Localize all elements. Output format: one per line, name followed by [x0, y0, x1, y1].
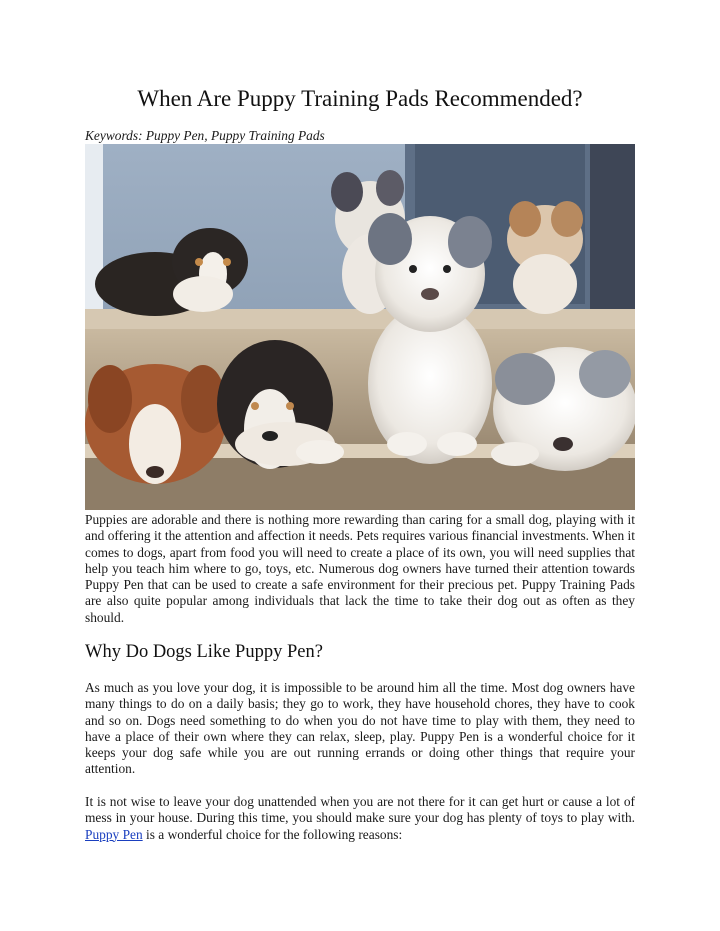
unattended-text-before-link: It is not wise to leave your dog unattended when you are not there for it can get hurt or cause a lot of mess in your house. During this time, you should make sure your dog has plenty of toys to play with. [85, 794, 642, 826]
why-paragraph: As much as you love your dog, it is impossible to be around him all the time. Most dog owners have many things to do on a daily basis; they go to work, they have household chores, they have to cook and so on. Dogs need something to do when you do not have time to play with them, they need to have a place of their own where they can relax, sleep, play. Puppy Pen is a wonderful choice for it keeps your dog safe while you are out running errands or doing other things that require your attention. [85, 680, 635, 777]
keywords-line: Keywords: Puppy Pen, Puppy Training Pads [85, 128, 325, 143]
section-heading-why-dogs-like-puppy-pen: Why Do Dogs Like Puppy Pen? [85, 642, 323, 662]
puppies-photo [85, 144, 635, 510]
unattended-paragraph [85, 794, 642, 843]
puppy-pen-link[interactable]: Puppy Pen [85, 826, 143, 842]
intro-paragraph: Puppies are adorable and there is nothing more rewarding than caring for a small dog, playing with it and offering it the attention and affection it needs. Pets requires various financial investments. When it comes to dogs, apart from food you will need to create a place of its own, you will need supplies that help you teach him where to go, toys, etc. Numerous dog owners have turned their attention towards Puppy Pen that can be used to create a safe environment for their precious pet. Puppy Training Pads are also quite popular among individuals that lack the time to take their dog out as often as they should. [85, 512, 635, 625]
page-title: When Are Puppy Training Pads Recommended? [137, 86, 583, 111]
unattended-text-after-link: is a wonderful choice for the following reasons: [142, 826, 403, 842]
